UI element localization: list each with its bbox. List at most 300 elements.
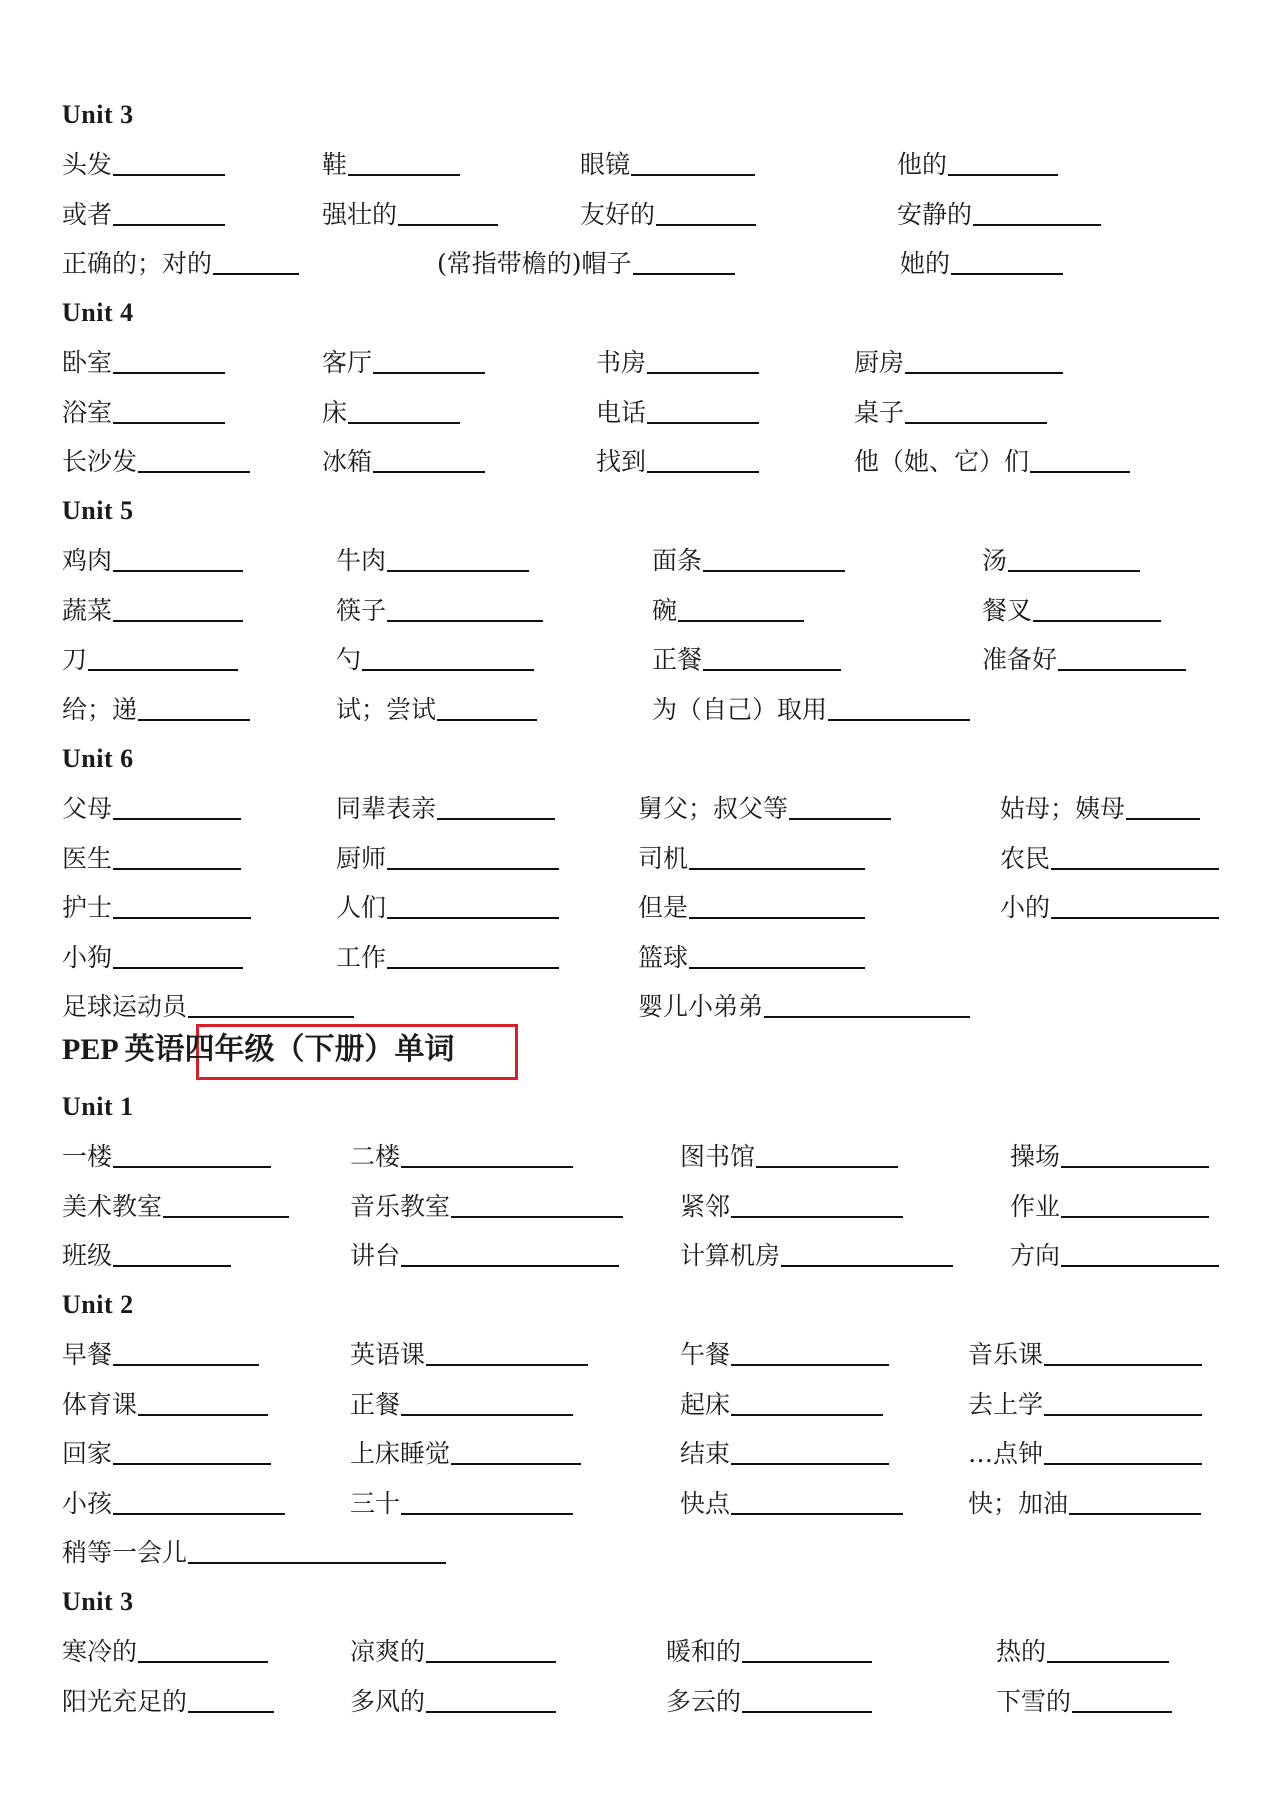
vocab-row xyxy=(0,1479,1280,1519)
vocab-item xyxy=(62,1528,446,1568)
vocab-item xyxy=(1000,834,1219,874)
vocab-word: 凉爽的 xyxy=(350,1637,426,1666)
answer-blank[interactable] xyxy=(689,844,865,870)
vocab-item xyxy=(350,1132,573,1172)
answer-blank[interactable] xyxy=(138,1390,268,1416)
vocab-item xyxy=(350,1330,588,1370)
vocab-word: 早餐 xyxy=(62,1340,113,1369)
vocab-word: 他（她、它）们 xyxy=(854,447,1030,476)
answer-blank[interactable] xyxy=(398,200,498,226)
vocab-item xyxy=(968,1330,1202,1370)
answer-blank[interactable] xyxy=(188,1538,446,1564)
vocab-item xyxy=(580,190,756,230)
answer-blank[interactable] xyxy=(373,348,485,374)
vocab-item xyxy=(62,1330,259,1370)
vocab-item xyxy=(680,1380,883,1420)
answer-blank[interactable] xyxy=(437,695,537,721)
answer-blank[interactable] xyxy=(1051,893,1219,919)
vocab-item xyxy=(680,1182,903,1222)
vocab-item xyxy=(666,1677,872,1717)
answer-blank[interactable] xyxy=(731,1390,883,1416)
answer-blank[interactable] xyxy=(113,893,251,919)
vocab-word: 小孩 xyxy=(62,1488,113,1518)
vocab-word: 工作 xyxy=(336,942,387,972)
vocab-word: 面条 xyxy=(652,546,703,575)
vocab-word: 书房 xyxy=(596,348,647,377)
vocab-item xyxy=(62,388,225,428)
vocab-item xyxy=(897,190,1101,230)
vocab-item xyxy=(62,883,251,923)
answer-blank[interactable] xyxy=(451,1192,623,1218)
vocab-row xyxy=(0,685,1280,725)
vocab-item xyxy=(62,834,241,874)
vocab-item xyxy=(968,1380,1202,1420)
vocab-item xyxy=(1000,784,1200,824)
vocab-item xyxy=(62,239,299,279)
vocab-word: 操场 xyxy=(1010,1142,1061,1171)
vocab-word: 美术教室 xyxy=(62,1191,163,1221)
vocab-item xyxy=(982,586,1161,626)
answer-blank[interactable] xyxy=(373,447,485,473)
vocab-item xyxy=(897,140,1058,180)
answer-blank[interactable] xyxy=(905,398,1047,424)
vocab-word: 餐叉 xyxy=(982,595,1033,625)
answer-blank[interactable] xyxy=(113,200,225,226)
answer-blank[interactable] xyxy=(113,1142,271,1168)
answer-blank[interactable] xyxy=(678,596,804,622)
vocab-word: 讲台 xyxy=(350,1241,401,1270)
vocab-word: 下雪的 xyxy=(996,1686,1072,1716)
vocab-word: 准备好 xyxy=(982,645,1058,674)
answer-blank[interactable] xyxy=(188,1687,274,1713)
vocab-word: 热的 xyxy=(996,1637,1047,1666)
answer-blank[interactable] xyxy=(731,1192,903,1218)
vocab-item xyxy=(900,239,1063,279)
answer-blank[interactable] xyxy=(647,348,759,374)
vocab-item xyxy=(996,1677,1172,1717)
vocab-item xyxy=(62,982,354,1022)
vocab-row xyxy=(0,338,1280,378)
vocab-word: (常指带檐的)帽子 xyxy=(437,249,632,278)
unit-heading: Unit 5 xyxy=(62,496,134,525)
answer-blank[interactable] xyxy=(138,447,250,473)
vocab-row xyxy=(0,982,1280,1022)
vocab-item xyxy=(638,933,865,973)
vocab-item xyxy=(982,635,1186,675)
vocab-word: 体育课 xyxy=(62,1389,138,1419)
vocab-word: 结束 xyxy=(680,1439,731,1468)
vocab-word: 起床 xyxy=(680,1389,731,1419)
vocab-item xyxy=(638,883,865,923)
answer-blank[interactable] xyxy=(88,645,238,671)
answer-blank[interactable] xyxy=(1061,1241,1219,1267)
vocab-item xyxy=(336,685,537,725)
vocab-item xyxy=(62,1429,271,1469)
vocab-word: 一楼 xyxy=(62,1142,113,1171)
vocab-row xyxy=(0,1528,1280,1568)
vocab-row xyxy=(0,933,1280,973)
answer-blank[interactable] xyxy=(362,645,534,671)
answer-blank[interactable] xyxy=(401,1241,619,1267)
answer-blank[interactable] xyxy=(689,893,865,919)
vocab-row xyxy=(0,437,1280,477)
answer-blank[interactable] xyxy=(113,596,243,622)
vocab-word: 婴儿小弟弟 xyxy=(638,992,764,1021)
answer-blank[interactable] xyxy=(633,249,735,275)
vocab-item xyxy=(854,338,1063,378)
vocab-item xyxy=(62,1132,271,1172)
answer-blank[interactable] xyxy=(138,1637,268,1663)
answer-blank[interactable] xyxy=(1126,794,1200,820)
vocab-row xyxy=(0,1627,1280,1667)
vocab-word: 或者 xyxy=(62,199,113,229)
vocab-row xyxy=(0,1677,1280,1717)
vocab-word: 多风的 xyxy=(350,1686,426,1716)
vocab-item xyxy=(62,1380,268,1420)
unit-heading: Unit 3 xyxy=(62,100,134,129)
answer-blank[interactable] xyxy=(905,348,1063,374)
vocab-item xyxy=(336,635,534,675)
vocab-item xyxy=(62,338,225,378)
vocab-word: 上床睡觉 xyxy=(350,1439,451,1468)
answer-blank[interactable] xyxy=(703,645,841,671)
vocab-word: 长沙发 xyxy=(62,447,138,476)
answer-blank[interactable] xyxy=(113,1439,271,1465)
answer-blank[interactable] xyxy=(113,348,225,374)
unit-heading: Unit 2 xyxy=(62,1290,134,1319)
document-title xyxy=(62,1030,455,1070)
vocab-word: 父母 xyxy=(62,794,113,823)
vocab-item xyxy=(580,140,755,180)
vocab-item xyxy=(437,239,735,279)
answer-blank[interactable] xyxy=(451,1439,581,1465)
answer-blank[interactable] xyxy=(387,844,559,870)
answer-blank[interactable] xyxy=(1044,1439,1202,1465)
answer-blank[interactable] xyxy=(1044,1340,1202,1366)
vocab-word: 试；尝试 xyxy=(336,694,437,724)
answer-blank[interactable] xyxy=(348,150,460,176)
vocab-word: 去上学 xyxy=(968,1389,1044,1419)
vocab-word: 午餐 xyxy=(680,1340,731,1369)
vocab-word: 友好的 xyxy=(580,199,656,229)
answer-blank[interactable] xyxy=(387,546,529,572)
answer-blank[interactable] xyxy=(401,1390,573,1416)
vocab-word: 正确的；对的 xyxy=(62,249,213,278)
vocab-row xyxy=(0,1429,1280,1469)
vocab-row xyxy=(0,388,1280,428)
vocab-word: 给；递 xyxy=(62,694,138,724)
answer-blank[interactable] xyxy=(163,1192,289,1218)
answer-blank[interactable] xyxy=(1008,546,1140,572)
answer-blank[interactable] xyxy=(113,398,225,424)
vocab-row xyxy=(0,883,1280,923)
answer-blank[interactable] xyxy=(781,1241,953,1267)
vocab-item xyxy=(62,140,225,180)
answer-blank[interactable] xyxy=(348,398,460,424)
vocab-word: 计算机房 xyxy=(680,1241,781,1270)
vocab-item xyxy=(62,635,238,675)
answer-blank[interactable] xyxy=(951,249,1063,275)
answer-blank[interactable] xyxy=(113,844,241,870)
answer-blank[interactable] xyxy=(437,794,555,820)
vocab-item xyxy=(1000,883,1219,923)
vocab-word: 回家 xyxy=(62,1439,113,1468)
answer-blank[interactable] xyxy=(1044,1390,1202,1416)
answer-blank[interactable] xyxy=(113,1241,231,1267)
vocab-item xyxy=(652,586,804,626)
vocab-word: 厨房 xyxy=(854,348,905,377)
answer-blank[interactable] xyxy=(1061,1142,1209,1168)
vocab-item xyxy=(336,586,543,626)
answer-blank[interactable] xyxy=(731,1439,889,1465)
vocab-word: 碗 xyxy=(652,595,678,625)
vocab-word: 他的 xyxy=(897,150,948,179)
vocab-item xyxy=(1010,1182,1209,1222)
vocab-word: 农民 xyxy=(1000,843,1051,873)
answer-blank[interactable] xyxy=(1072,1687,1172,1713)
vocab-word: 鸡肉 xyxy=(62,546,113,575)
vocab-item xyxy=(350,1231,619,1271)
vocab-item xyxy=(596,338,759,378)
vocab-word: 人们 xyxy=(336,893,387,922)
vocab-item xyxy=(350,1627,556,1667)
vocab-word: 足球运动员 xyxy=(62,992,188,1021)
vocab-item xyxy=(322,140,460,180)
answer-blank[interactable] xyxy=(426,1637,556,1663)
vocab-row xyxy=(0,1380,1280,1420)
answer-blank[interactable] xyxy=(1069,1489,1201,1515)
answer-blank[interactable] xyxy=(138,695,250,721)
vocab-item xyxy=(336,933,559,973)
vocab-word: 司机 xyxy=(638,843,689,873)
answer-blank[interactable] xyxy=(756,1142,898,1168)
answer-blank[interactable] xyxy=(1047,1637,1169,1663)
vocab-word: 图书馆 xyxy=(680,1142,756,1171)
vocab-word: 牛肉 xyxy=(336,546,387,575)
vocab-word: 二楼 xyxy=(350,1142,401,1171)
vocab-item xyxy=(1010,1132,1209,1172)
vocab-word: 为（自己）取用 xyxy=(652,694,828,724)
vocab-word: 汤 xyxy=(982,546,1008,575)
vocab-word: 暖和的 xyxy=(666,1637,742,1666)
vocab-item xyxy=(350,1479,573,1519)
vocab-word: 蔬菜 xyxy=(62,595,113,625)
vocab-word: 鞋 xyxy=(322,150,348,179)
vocab-word: 床 xyxy=(322,397,348,427)
vocab-item xyxy=(652,685,970,725)
vocab-word: 强壮的 xyxy=(322,199,398,229)
vocab-row xyxy=(0,586,1280,626)
answer-blank[interactable] xyxy=(426,1687,556,1713)
answer-blank[interactable] xyxy=(656,200,756,226)
vocab-item xyxy=(62,1231,231,1271)
vocab-word: 音乐教室 xyxy=(350,1191,451,1221)
vocab-word: 勺 xyxy=(336,645,362,674)
vocab-item xyxy=(638,982,970,1022)
vocab-item xyxy=(322,338,485,378)
answer-blank[interactable] xyxy=(689,943,865,969)
answer-blank[interactable] xyxy=(113,794,241,820)
vocab-word: 紧邻 xyxy=(680,1191,731,1221)
vocab-word: 安静的 xyxy=(897,199,973,229)
vocab-item xyxy=(680,1330,889,1370)
vocab-item xyxy=(854,437,1130,477)
answer-blank[interactable] xyxy=(113,1340,259,1366)
vocab-word: …点钟 xyxy=(968,1439,1044,1468)
vocab-word: 快点 xyxy=(680,1488,731,1518)
vocab-row xyxy=(0,834,1280,874)
vocab-item xyxy=(652,635,841,675)
answer-blank[interactable] xyxy=(113,150,225,176)
answer-blank[interactable] xyxy=(426,1340,588,1366)
vocab-item xyxy=(968,1479,1201,1519)
vocab-item xyxy=(62,933,243,973)
vocab-word: 眼镜 xyxy=(580,150,631,179)
vocab-word: 姑母；姨母 xyxy=(1000,794,1126,823)
vocab-item xyxy=(62,1677,274,1717)
answer-blank[interactable] xyxy=(1033,596,1161,622)
vocab-word: 冰箱 xyxy=(322,447,373,476)
vocab-item xyxy=(62,1182,289,1222)
vocab-item xyxy=(336,784,555,824)
vocab-row xyxy=(0,1330,1280,1370)
vocab-word: 刀 xyxy=(62,645,88,674)
answer-blank[interactable] xyxy=(742,1687,872,1713)
vocab-item xyxy=(666,1627,872,1667)
answer-blank[interactable] xyxy=(1030,447,1130,473)
vocab-item xyxy=(996,1627,1169,1667)
vocab-word: 音乐课 xyxy=(968,1340,1044,1369)
answer-blank[interactable] xyxy=(647,398,759,424)
vocab-item xyxy=(336,536,529,576)
vocab-item xyxy=(596,437,759,477)
vocab-word: 护士 xyxy=(62,893,113,922)
answer-blank[interactable] xyxy=(387,943,559,969)
answer-blank[interactable] xyxy=(703,546,845,572)
vocab-item xyxy=(322,437,485,477)
unit-heading: Unit 3 xyxy=(62,1587,134,1616)
vocab-row xyxy=(0,635,1280,675)
answer-blank[interactable] xyxy=(1061,1192,1209,1218)
answer-blank[interactable] xyxy=(789,794,891,820)
answer-blank[interactable] xyxy=(731,1489,903,1515)
title-prefix: PEP 英语 xyxy=(62,1033,185,1066)
vocab-word: 但是 xyxy=(638,893,689,922)
vocab-word: 电话 xyxy=(596,397,647,427)
vocab-word: 小的 xyxy=(1000,893,1051,922)
vocab-word: 篮球 xyxy=(638,942,689,972)
vocab-item xyxy=(680,1479,903,1519)
answer-blank[interactable] xyxy=(973,200,1101,226)
vocab-word: 医生 xyxy=(62,843,113,873)
vocab-word: 她的 xyxy=(900,249,951,278)
vocab-word: 浴室 xyxy=(62,397,113,427)
vocab-word: 小狗 xyxy=(62,942,113,972)
vocab-item xyxy=(350,1677,556,1717)
vocab-word: 正餐 xyxy=(652,645,703,674)
answer-blank[interactable] xyxy=(631,150,755,176)
vocab-item xyxy=(62,190,225,230)
answer-blank[interactable] xyxy=(764,992,970,1018)
vocab-item xyxy=(62,536,243,576)
answer-blank[interactable] xyxy=(387,893,559,919)
vocab-word: 客厅 xyxy=(322,348,373,377)
answer-blank[interactable] xyxy=(113,1489,285,1515)
vocab-item xyxy=(62,784,241,824)
unit-heading: Unit 1 xyxy=(62,1092,134,1121)
answer-blank[interactable] xyxy=(213,249,299,275)
vocab-word: 多云的 xyxy=(666,1686,742,1716)
answer-blank[interactable] xyxy=(731,1340,889,1366)
unit-heading: Unit 6 xyxy=(62,744,134,773)
answer-blank[interactable] xyxy=(647,447,759,473)
title-boxed-text: 四年级（下册）单词 xyxy=(184,1032,455,1067)
vocab-item xyxy=(322,388,460,428)
answer-blank[interactable] xyxy=(828,695,970,721)
vocab-item xyxy=(680,1231,953,1271)
vocab-word: 桌子 xyxy=(854,397,905,427)
vocab-word: 快；加油 xyxy=(968,1488,1069,1518)
vocab-word: 方向 xyxy=(1010,1241,1061,1270)
vocab-word: 厨师 xyxy=(336,843,387,873)
vocab-item xyxy=(336,883,559,923)
vocab-item xyxy=(322,190,498,230)
vocab-item xyxy=(652,536,845,576)
answer-blank[interactable] xyxy=(387,596,543,622)
answer-blank[interactable] xyxy=(401,1489,573,1515)
vocab-row xyxy=(0,784,1280,824)
vocab-item xyxy=(62,437,250,477)
vocab-item xyxy=(638,834,865,874)
vocab-item xyxy=(854,388,1047,428)
answer-blank[interactable] xyxy=(1051,844,1219,870)
answer-blank[interactable] xyxy=(188,992,354,1018)
vocab-word: 班级 xyxy=(62,1241,113,1270)
vocab-item xyxy=(336,834,559,874)
answer-blank[interactable] xyxy=(113,546,243,572)
vocab-item xyxy=(62,1479,285,1519)
vocab-word: 筷子 xyxy=(336,595,387,625)
vocab-word: 寒冷的 xyxy=(62,1637,138,1666)
answer-blank[interactable] xyxy=(948,150,1058,176)
vocab-word: 头发 xyxy=(62,150,113,179)
answer-blank[interactable] xyxy=(742,1637,872,1663)
vocab-row xyxy=(0,239,1280,279)
unit-heading: Unit 4 xyxy=(62,298,134,327)
answer-blank[interactable] xyxy=(401,1142,573,1168)
vocab-item xyxy=(350,1380,573,1420)
vocab-item xyxy=(62,685,250,725)
vocab-word: 作业 xyxy=(1010,1191,1061,1221)
vocab-row xyxy=(0,190,1280,230)
answer-blank[interactable] xyxy=(113,943,243,969)
vocab-item xyxy=(680,1132,898,1172)
vocab-item xyxy=(596,388,759,428)
vocab-row xyxy=(0,536,1280,576)
vocab-word: 阳光充足的 xyxy=(62,1686,188,1716)
vocab-word: 找到 xyxy=(596,447,647,476)
vocab-word: 三十 xyxy=(350,1488,401,1518)
vocab-word: 舅父；叔父等 xyxy=(638,794,789,823)
answer-blank[interactable] xyxy=(1058,645,1186,671)
vocab-item xyxy=(350,1182,623,1222)
vocab-word: 卧室 xyxy=(62,348,113,377)
vocab-word: 正餐 xyxy=(350,1389,401,1419)
vocab-item xyxy=(968,1429,1202,1469)
vocab-word: 同辈表亲 xyxy=(336,794,437,823)
vocab-item xyxy=(62,1627,268,1667)
vocab-row xyxy=(0,1182,1280,1222)
